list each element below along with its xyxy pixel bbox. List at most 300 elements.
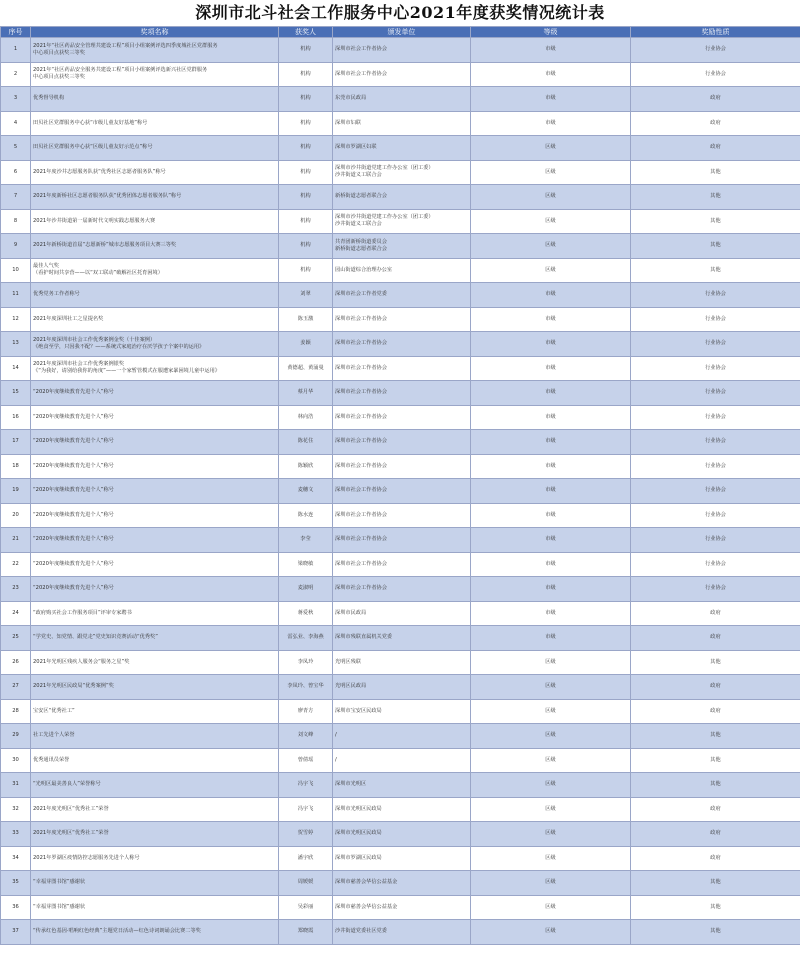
cell-no[interactable]: 11 [1, 283, 31, 308]
cell-no[interactable]: 4 [1, 111, 31, 136]
cell-level[interactable]: 市级 [471, 381, 631, 406]
cell-award-name-line: “2020年度继续教育先进个人”称号 [33, 560, 114, 567]
cell-issuer[interactable] [333, 773, 471, 798]
cell-level[interactable]: 市级 [471, 601, 631, 626]
cell-winner[interactable]: 黄德超、黄涌曼 [279, 356, 333, 381]
cell-issuer-line: 深圳市沙井街道党建工作办公室（团工委） [335, 165, 434, 172]
table-header-row [1, 27, 800, 38]
cell-award-name-line: 2021年“社区药品安全管理共建设工程”项目小组案例评选四季度城社区党群服务 [33, 42, 218, 49]
cell-award-name[interactable] [31, 650, 279, 675]
cell-issuer[interactable] [333, 160, 471, 185]
cell-no[interactable]: 22 [1, 552, 31, 577]
cell-winner[interactable]: 姜颖 [279, 332, 333, 357]
table-row [1, 160, 800, 185]
cell-issuer[interactable] [333, 626, 471, 651]
cell-award-name[interactable] [31, 209, 279, 234]
cell-award-name-line: 2021年新桥街道首届“志愿新桥”城市志愿服务项目大赛三等奖 [33, 242, 177, 249]
cell-issuer-line: 深圳市社会工作者协会 [335, 364, 387, 371]
cell-award-name-line: 2021年度光明区“优秀社工”荣誉 [33, 830, 109, 837]
table-row [1, 136, 800, 161]
header-award-name[interactable]: 奖项名称 [31, 27, 279, 38]
cell-award-name-line: “传承红色基因·唱响红色经典”主题党日活动—红色诗词朗诵会比赛二等奖 [33, 928, 201, 935]
cell-level[interactable]: 市级 [471, 577, 631, 602]
cell-winner[interactable]: 林向浩 [279, 405, 333, 430]
cell-award-name-line: 社工先进个人荣誉 [33, 732, 75, 739]
cell-no[interactable]: 9 [1, 234, 31, 259]
table-row [1, 626, 800, 651]
cell-nature[interactable]: 其他 [631, 895, 800, 920]
cell-winner[interactable]: 刘翠 [279, 283, 333, 308]
cell-nature[interactable]: 政府 [631, 675, 800, 700]
cell-award-name[interactable] [31, 797, 279, 822]
cell-issuer[interactable] [333, 209, 471, 234]
cell-issuer[interactable] [333, 895, 471, 920]
cell-issuer[interactable] [333, 920, 471, 945]
cell-award-name[interactable] [31, 381, 279, 406]
cell-winner[interactable]: 曾倩瑶 [279, 748, 333, 773]
table-row [1, 430, 800, 455]
cell-issuer-line: 东莞市民政局 [335, 95, 367, 102]
cell-nature[interactable]: 行业协会 [631, 38, 800, 63]
table-row [1, 797, 800, 822]
cell-winner[interactable]: 李莹 [279, 528, 333, 553]
table-row [1, 528, 800, 553]
cell-award-name-line: “2020年度继续教育先进个人”称号 [33, 462, 114, 469]
cell-issuer[interactable] [333, 577, 471, 602]
cell-no[interactable]: 2 [1, 62, 31, 87]
cell-award-name[interactable] [31, 871, 279, 896]
table-row [1, 258, 800, 283]
cell-award-name[interactable] [31, 283, 279, 308]
cell-award-name[interactable] [31, 479, 279, 504]
cell-nature[interactable]: 其他 [631, 234, 800, 259]
cell-award-name[interactable] [31, 454, 279, 479]
cell-nature[interactable]: 行业协会 [631, 454, 800, 479]
cell-issuer[interactable] [333, 479, 471, 504]
cell-nature[interactable]: 政府 [631, 111, 800, 136]
cell-no[interactable]: 32 [1, 797, 31, 822]
cell-nature[interactable]: 政府 [631, 846, 800, 871]
cell-winner[interactable]: 麦穗文 [279, 479, 333, 504]
cell-issuer-line: 沙井街道党委社区党委 [335, 928, 387, 935]
cell-winner[interactable]: 机构 [279, 185, 333, 210]
table-row [1, 234, 800, 259]
cell-award-name[interactable] [31, 332, 279, 357]
cell-award-name-line: 优秀督导机构 [33, 95, 65, 102]
cell-level[interactable]: 市级 [471, 528, 631, 553]
cell-nature[interactable]: 行业协会 [631, 356, 800, 381]
cell-nature[interactable]: 政府 [631, 601, 800, 626]
cell-issuer[interactable] [333, 283, 471, 308]
cell-nature[interactable]: 其他 [631, 209, 800, 234]
cell-no[interactable]: 20 [1, 503, 31, 528]
cell-nature[interactable]: 行业协会 [631, 307, 800, 332]
table-row [1, 209, 800, 234]
cell-issuer-line: 深圳市社会工作者协会 [335, 560, 387, 567]
cell-level[interactable]: 区级 [471, 773, 631, 798]
cell-no[interactable]: 23 [1, 577, 31, 602]
cell-winner[interactable]: 冯宇飞 [279, 797, 333, 822]
cell-award-name[interactable] [31, 699, 279, 724]
cell-nature[interactable]: 行业协会 [631, 381, 800, 406]
cell-issuer[interactable] [333, 62, 471, 87]
cell-nature[interactable]: 其他 [631, 258, 800, 283]
cell-issuer[interactable] [333, 381, 471, 406]
cell-issuer[interactable] [333, 601, 471, 626]
cell-issuer[interactable] [333, 454, 471, 479]
header-winner[interactable]: 获奖人 [279, 27, 333, 38]
cell-award-name-line: 宝安区“优秀社工” [33, 707, 75, 714]
cell-nature[interactable]: 其他 [631, 871, 800, 896]
cell-issuer-line: 深圳市社会工作者协会 [335, 315, 387, 322]
cell-award-name[interactable] [31, 528, 279, 553]
table-row [1, 601, 800, 626]
cell-award-name[interactable] [31, 626, 279, 651]
cell-award-name-line: “幸福芽图书馆”感谢状 [33, 879, 86, 886]
cell-issuer[interactable] [333, 87, 471, 112]
cell-nature[interactable]: 其他 [631, 748, 800, 773]
cell-level[interactable]: 区级 [471, 136, 631, 161]
cell-level[interactable]: 市级 [471, 405, 631, 430]
cell-nature[interactable]: 行业协会 [631, 405, 800, 430]
cell-level[interactable]: 市级 [471, 552, 631, 577]
cell-nature[interactable]: 政府 [631, 822, 800, 847]
table-row [1, 724, 800, 749]
cell-issuer[interactable] [333, 111, 471, 136]
cell-nature[interactable]: 政府 [631, 87, 800, 112]
cell-award-name[interactable] [31, 38, 279, 63]
cell-award-name-line: 《绝食至学，只因我不配？——系统式家庭治疗在厌学孩子个案中的运用》 [33, 343, 205, 350]
cell-nature[interactable]: 其他 [631, 920, 800, 945]
cell-level[interactable]: 市级 [471, 479, 631, 504]
table-row [1, 307, 800, 332]
cell-winner[interactable]: 李凤玲、曾宝华 [279, 675, 333, 700]
cell-issuer-line: 深圳市社会工作者党委 [335, 291, 387, 298]
cell-issuer-line: 园山街道综合治理办公室 [335, 266, 393, 273]
cell-nature[interactable]: 其他 [631, 160, 800, 185]
cell-winner[interactable]: 陈玉激 [279, 307, 333, 332]
cell-issuer[interactable] [333, 356, 471, 381]
cell-no[interactable]: 28 [1, 699, 31, 724]
cell-issuer-line: 沙井街道义工联合会 [335, 221, 382, 228]
cell-winner[interactable]: 刘文峰 [279, 724, 333, 749]
cell-award-name[interactable] [31, 675, 279, 700]
cell-award-name[interactable] [31, 160, 279, 185]
cell-level[interactable]: 区级 [471, 871, 631, 896]
table-row [1, 111, 800, 136]
cell-award-name-line: 2021年沙井街道第一届新时代文明实践志愿服务大赛 [33, 217, 156, 224]
cell-award-name-line: 2021年度深圳社工之星提名奖 [33, 315, 104, 322]
cell-winner[interactable]: 机构 [279, 87, 333, 112]
cell-award-name[interactable] [31, 552, 279, 577]
cell-award-name[interactable] [31, 724, 279, 749]
cell-winner[interactable]: 贺雪婷 [279, 822, 333, 847]
cell-level[interactable]: 区级 [471, 797, 631, 822]
header-issuer[interactable]: 颁发单位 [333, 27, 471, 38]
cell-no[interactable]: 25 [1, 626, 31, 651]
cell-no[interactable]: 12 [1, 307, 31, 332]
cell-winner[interactable]: 蒋爱秋 [279, 601, 333, 626]
cell-no[interactable]: 30 [1, 748, 31, 773]
cell-award-name-line: “2020年度继续教育先进个人”称号 [33, 487, 114, 494]
cell-award-name[interactable] [31, 307, 279, 332]
cell-nature[interactable]: 行业协会 [631, 332, 800, 357]
table-row [1, 454, 800, 479]
header-nature[interactable]: 奖励性质 [631, 27, 800, 38]
cell-no[interactable]: 17 [1, 430, 31, 455]
cell-issuer-line: 深圳市罗湖区妇联 [335, 144, 377, 151]
cell-no[interactable]: 18 [1, 454, 31, 479]
cell-level[interactable]: 市级 [471, 307, 631, 332]
cell-issuer[interactable] [333, 258, 471, 283]
cell-no[interactable]: 33 [1, 822, 31, 847]
cell-winner[interactable]: 机构 [279, 111, 333, 136]
cell-no[interactable]: 37 [1, 920, 31, 945]
cell-level[interactable]: 区级 [471, 258, 631, 283]
cell-award-name-line: “2020年度继续教育先进个人”称号 [33, 413, 114, 420]
cell-no[interactable]: 6 [1, 160, 31, 185]
cell-winner[interactable]: 机构 [279, 136, 333, 161]
cell-no[interactable]: 10 [1, 258, 31, 283]
cell-no[interactable]: 5 [1, 136, 31, 161]
cell-issuer-line: 光明区民政局 [335, 683, 367, 690]
cell-level[interactable]: 区级 [471, 160, 631, 185]
cell-nature[interactable]: 行业协会 [631, 552, 800, 577]
header-level[interactable]: 等级 [471, 27, 631, 38]
cell-issuer-line: 深圳市社会工作者协会 [335, 536, 387, 543]
cell-issuer[interactable] [333, 234, 471, 259]
cell-level[interactable]: 区级 [471, 724, 631, 749]
cell-winner[interactable]: 蔡月华 [279, 381, 333, 406]
cell-no[interactable]: 27 [1, 675, 31, 700]
cell-award-name[interactable] [31, 503, 279, 528]
cell-award-name-line: 2021年度新桥社区志愿者服务队获“优秀团体志愿者服务队”称号 [33, 193, 182, 200]
cell-issuer[interactable] [333, 185, 471, 210]
cell-level[interactable]: 区级 [471, 675, 631, 700]
cell-award-name[interactable] [31, 430, 279, 455]
cell-level[interactable]: 市级 [471, 38, 631, 63]
cell-issuer[interactable] [333, 846, 471, 871]
cell-issuer-line: 深圳市妇联 [335, 119, 361, 126]
table-row [1, 773, 800, 798]
table-row [1, 479, 800, 504]
cell-nature[interactable]: 政府 [631, 699, 800, 724]
table-row [1, 503, 800, 528]
cell-nature[interactable]: 行业协会 [631, 577, 800, 602]
cell-award-name[interactable] [31, 748, 279, 773]
cell-award-name-line: 田贝社区党群服务中心获“区级儿童友好示范点”称号 [33, 144, 153, 151]
cell-issuer[interactable] [333, 307, 471, 332]
cell-level[interactable]: 市级 [471, 626, 631, 651]
cell-issuer-line: 深圳市社会工作者协会 [335, 340, 387, 347]
cell-level[interactable]: 市级 [471, 87, 631, 112]
cell-award-name-line: 《“为我好，请别给我你的角度”——一个家暂管模式在服遭家暴困境儿童中运用》 [33, 368, 220, 375]
cell-issuer[interactable] [333, 871, 471, 896]
cell-no[interactable]: 1 [1, 38, 31, 63]
cell-level[interactable]: 区级 [471, 185, 631, 210]
cell-issuer[interactable] [333, 822, 471, 847]
cell-award-name[interactable] [31, 356, 279, 381]
cell-issuer[interactable] [333, 136, 471, 161]
cell-no[interactable]: 3 [1, 87, 31, 112]
cell-winner[interactable]: 陈水连 [279, 503, 333, 528]
cell-award-name-line: “学党史、知党情、跟党走”党史知识竞赛活动“优秀奖” [33, 634, 158, 641]
cell-winner[interactable]: 吴彩丽 [279, 895, 333, 920]
cell-nature[interactable]: 行业协会 [631, 62, 800, 87]
cell-issuer[interactable] [333, 332, 471, 357]
cell-level[interactable]: 区级 [471, 650, 631, 675]
cell-issuer-line: 共青团新桥街道委员会 [335, 238, 387, 245]
table-row [1, 577, 800, 602]
cell-winner[interactable]: 李凤玲 [279, 650, 333, 675]
cell-winner[interactable]: 郑晓霞 [279, 920, 333, 945]
cell-award-name[interactable] [31, 185, 279, 210]
cell-level[interactable]: 区级 [471, 748, 631, 773]
cell-award-name[interactable] [31, 258, 279, 283]
cell-no[interactable]: 24 [1, 601, 31, 626]
cell-level[interactable]: 市级 [471, 332, 631, 357]
cell-no[interactable]: 34 [1, 846, 31, 871]
cell-level[interactable]: 市级 [471, 62, 631, 87]
cell-no[interactable]: 7 [1, 185, 31, 210]
cell-nature[interactable]: 行业协会 [631, 528, 800, 553]
cell-issuer[interactable] [333, 699, 471, 724]
cell-no[interactable]: 14 [1, 356, 31, 381]
cell-winner[interactable]: 机构 [279, 38, 333, 63]
table-row [1, 822, 800, 847]
table-row [1, 38, 800, 63]
cell-winner[interactable]: 周媛媛 [279, 871, 333, 896]
cell-award-name-line: 2021年度沙井志愿服务队获“优秀社区志愿者服务队”称号 [33, 168, 166, 175]
cell-level[interactable]: 市级 [471, 430, 631, 455]
cell-winner[interactable]: 机构 [279, 209, 333, 234]
cell-no[interactable]: 36 [1, 895, 31, 920]
cell-issuer[interactable] [333, 797, 471, 822]
cell-award-name[interactable] [31, 87, 279, 112]
cell-no[interactable]: 21 [1, 528, 31, 553]
cell-winner[interactable]: 机构 [279, 160, 333, 185]
cell-award-name[interactable] [31, 111, 279, 136]
cell-issuer[interactable] [333, 503, 471, 528]
cell-winner[interactable]: 机构 [279, 62, 333, 87]
table-row [1, 381, 800, 406]
cell-no[interactable]: 8 [1, 209, 31, 234]
cell-nature[interactable]: 其他 [631, 773, 800, 798]
cell-nature[interactable]: 行业协会 [631, 479, 800, 504]
cell-winner[interactable]: 陈颖欣 [279, 454, 333, 479]
cell-winner[interactable]: 梁晓敏 [279, 552, 333, 577]
cell-issuer-line: 深圳市光明区 [335, 781, 367, 788]
cell-nature[interactable]: 行业协会 [631, 430, 800, 455]
cell-no[interactable]: 13 [1, 332, 31, 357]
cell-award-name-line: 2021年“社区药品安全服务共建设工程”项目小组案例评选新兴社区党群服务 [33, 67, 208, 74]
cell-level[interactable]: 区级 [471, 209, 631, 234]
cell-winner[interactable]: 机构 [279, 234, 333, 259]
cell-award-name[interactable] [31, 846, 279, 871]
cell-level[interactable]: 区级 [471, 234, 631, 259]
cell-award-name[interactable] [31, 895, 279, 920]
cell-no[interactable]: 19 [1, 479, 31, 504]
table-row [1, 675, 800, 700]
cell-no[interactable]: 15 [1, 381, 31, 406]
cell-no[interactable]: 29 [1, 724, 31, 749]
cell-issuer-line: 深圳市社会工作者协会 [335, 438, 387, 445]
cell-winner[interactable]: 廖青方 [279, 699, 333, 724]
cell-award-name[interactable] [31, 405, 279, 430]
cell-level[interactable]: 区级 [471, 895, 631, 920]
cell-award-name-line: “光明区最美善良人”荣誉称号 [33, 781, 101, 788]
cell-issuer[interactable] [333, 724, 471, 749]
awards-table [0, 26, 800, 945]
cell-issuer[interactable] [333, 552, 471, 577]
cell-award-name[interactable] [31, 577, 279, 602]
cell-level[interactable]: 市级 [471, 454, 631, 479]
cell-issuer[interactable] [333, 748, 471, 773]
cell-issuer-line: 深圳市社会工作者协会 [335, 389, 387, 396]
cell-no[interactable]: 26 [1, 650, 31, 675]
cell-issuer[interactable] [333, 430, 471, 455]
cell-issuer-line: 光明区残联 [335, 658, 361, 665]
cell-issuer[interactable] [333, 528, 471, 553]
cell-nature[interactable]: 政府 [631, 797, 800, 822]
cell-level[interactable]: 区级 [471, 920, 631, 945]
cell-winner[interactable]: 雷弘业、李海燕 [279, 626, 333, 651]
cell-level[interactable]: 市级 [471, 111, 631, 136]
cell-level[interactable]: 市级 [471, 283, 631, 308]
table-row [1, 332, 800, 357]
cell-winner[interactable]: 冯宇飞 [279, 773, 333, 798]
cell-issuer-line: / [335, 756, 337, 763]
cell-award-name-line: “2020年度继续教育先进个人”称号 [33, 511, 114, 518]
cell-award-name-line: “政府购买社会工作服务项目”评审专家聘书 [33, 609, 132, 616]
cell-no[interactable]: 35 [1, 871, 31, 896]
cell-award-name[interactable] [31, 601, 279, 626]
cell-nature[interactable]: 政府 [631, 136, 800, 161]
cell-issuer[interactable] [333, 650, 471, 675]
cell-award-name[interactable] [31, 234, 279, 259]
cell-nature[interactable]: 其他 [631, 724, 800, 749]
cell-award-name[interactable] [31, 822, 279, 847]
cell-nature[interactable]: 其他 [631, 650, 800, 675]
header-no[interactable]: 序号 [1, 27, 31, 38]
cell-nature[interactable]: 政府 [631, 626, 800, 651]
cell-award-name[interactable] [31, 136, 279, 161]
cell-award-name[interactable] [31, 920, 279, 945]
cell-level[interactable]: 区级 [471, 822, 631, 847]
cell-no[interactable]: 31 [1, 773, 31, 798]
cell-level[interactable]: 市级 [471, 503, 631, 528]
cell-award-name-line: “2020年度继续教育先进个人”称号 [33, 438, 114, 445]
cell-nature[interactable]: 行业协会 [631, 283, 800, 308]
cell-nature[interactable]: 其他 [631, 185, 800, 210]
cell-award-name-line: “2020年度继续教育先进个人”称号 [33, 389, 114, 396]
cell-level[interactable]: 市级 [471, 356, 631, 381]
cell-winner[interactable]: 麦淑明 [279, 577, 333, 602]
cell-nature[interactable]: 行业协会 [631, 503, 800, 528]
cell-issuer[interactable] [333, 405, 471, 430]
cell-level[interactable]: 区级 [471, 846, 631, 871]
cell-winner[interactable]: 潘宇欣 [279, 846, 333, 871]
cell-winner[interactable]: 陈花住 [279, 430, 333, 455]
cell-no[interactable]: 16 [1, 405, 31, 430]
cell-issuer-line: 深圳市残联直属机关党委 [335, 634, 393, 641]
cell-award-name[interactable] [31, 773, 279, 798]
cell-issuer[interactable] [333, 38, 471, 63]
cell-award-name[interactable] [31, 62, 279, 87]
cell-winner[interactable]: 机构 [279, 258, 333, 283]
cell-issuer[interactable] [333, 675, 471, 700]
cell-level[interactable]: 区级 [471, 699, 631, 724]
